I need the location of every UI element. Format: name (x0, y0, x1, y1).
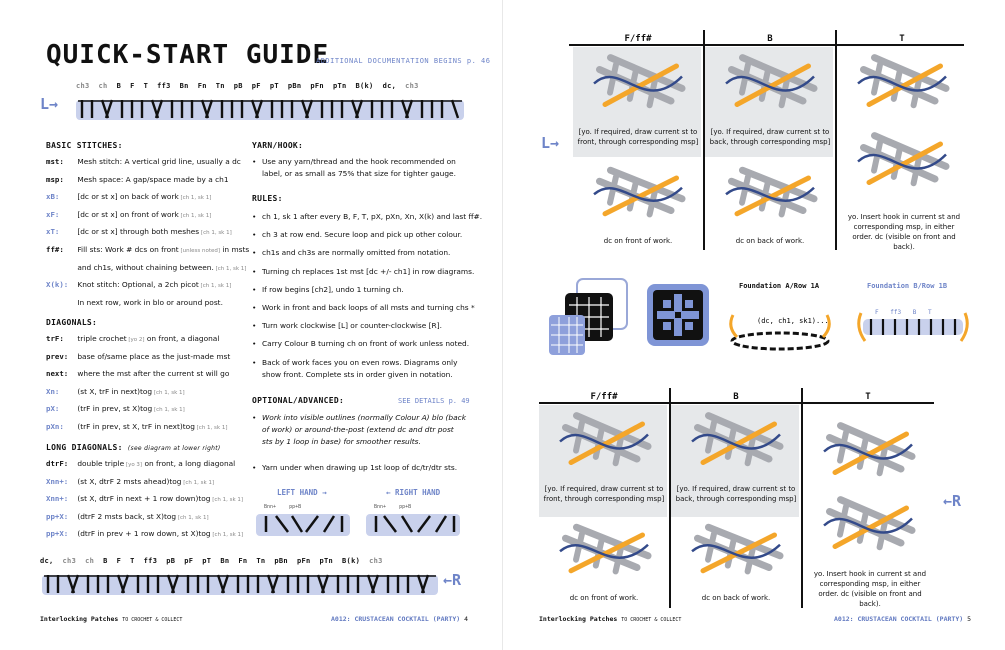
definition: and ch1s, without chaining between. (75, 262, 214, 272)
definition-row (46, 209, 211, 222)
definition-row (46, 174, 229, 185)
definition: (trF in prev, st X)tog (75, 404, 153, 414)
definition: triple crochet (75, 334, 127, 343)
strip-label: dc, (382, 82, 397, 90)
foundation-b-labels: F ff3 B T (875, 309, 932, 316)
note: [ch 1, sk 1] (178, 212, 212, 219)
optional-heading: OPTIONAL/ADVANCED: (252, 396, 345, 405)
definition-row (46, 156, 241, 167)
definition: In next row, work in blo or around post. (75, 297, 223, 307)
strip-label: ch3 (62, 557, 77, 565)
term: X(k): (46, 280, 69, 290)
stitch-illustration (594, 170, 682, 214)
stitch-illustration (824, 500, 912, 548)
right-arrow-left-tag: L→ (541, 134, 560, 152)
bot-caption-2: [yo. If required, draw current st to back, through corresponding msp] (675, 485, 797, 503)
definition: (st X, dtrF 2 msts ahead)tog (75, 476, 182, 486)
optional-bullet-1: • Work into visible outlines (normally Colour A) blo (back of work) or around-the-post (extend dc and dtr post sts by 1 loop in base) for smoother results. (262, 412, 466, 448)
term: pp+X: (46, 529, 69, 539)
strip-label: ff3 (157, 82, 171, 90)
term: pX: (46, 404, 60, 414)
rule-bullet: • Work in front and back loops of all msts and turning chs * (262, 302, 475, 314)
definition: [dc or st x] through both meshes (75, 227, 200, 237)
strip-label: pF (251, 82, 261, 90)
top-caption-1: [yo. If required, draw current st to front, through corresponding msp] (577, 128, 699, 146)
definition-row (46, 403, 185, 416)
strip-label: pB (233, 82, 243, 90)
stitch-illustration (560, 527, 648, 571)
stitch-illustration (560, 416, 648, 464)
definition: (dtrF 2 msts back, st X)tog (75, 511, 177, 521)
top-col-t: T (899, 34, 905, 44)
definition: (dtrF in prev + 1 row down, st X)tog (75, 529, 211, 539)
top-bottom-caption-3: yo. Insert hook in current st and corresponding msp, in either order. dc (visible on front and back). (847, 213, 961, 251)
term: trF: (46, 334, 64, 343)
bot-caption-1: [yo. If required, draw current st to front, through corresponding msp] (543, 485, 665, 503)
patch-stack-icon (547, 275, 637, 360)
definition-row (46, 386, 185, 399)
bot-b-diagram (681, 410, 791, 480)
strip-label: ch (98, 82, 108, 90)
strip-label: pT (269, 82, 279, 90)
bot-ffs-diagram-2 (549, 522, 659, 587)
definition-row (46, 458, 235, 471)
note: [yo 3] (124, 462, 143, 468)
bot-col-ffs: F/ff# (590, 392, 618, 402)
bot-t-diagram-2 (813, 494, 923, 564)
bot-t-diagram-1 (813, 420, 923, 490)
definition-row (46, 368, 229, 379)
definition: base of/same place as the just-made mst (75, 351, 231, 361)
term: Xn: (46, 386, 60, 396)
term: ff#: (46, 245, 64, 254)
definition: Mesh space: A gap/space made by a ch1 (75, 174, 229, 184)
strip-label: B (103, 557, 108, 565)
footer-title: A012: CRUSTACEAN COCKTAIL (PARTY) 4 (331, 615, 468, 623)
top-t-diagram-2 (847, 130, 957, 200)
definition-row (46, 511, 209, 524)
term: mst: (46, 157, 64, 166)
stitch-illustration (726, 58, 814, 106)
rule-bullet: • Turn work clockwise [L] or counter-clockwise [R]. (262, 320, 442, 332)
definition: where the mst after the current st will go (75, 369, 230, 379)
bottom-stitch-strip (40, 567, 440, 601)
strip-label: ff3 (143, 557, 158, 565)
yarn-heading: YARN/HOOK: (252, 141, 304, 150)
stitch-illustration (726, 170, 814, 214)
long-diag-heading: LONG DIAGONALS: (see diagram at lower right) (46, 443, 221, 452)
hand-labels-left: Bnn+ pp+B (264, 504, 302, 510)
rule-bullet: • If row begins [ch2], undo 1 turning ch. (262, 284, 404, 296)
term: msp: (46, 174, 64, 184)
definition-row (46, 333, 219, 346)
additional-doc-note: ADDITIONAL DOCUMENTATION BEGINS p. 46 (316, 57, 491, 65)
definition-row (46, 493, 243, 506)
rule-bullet: show front. Complete sts in order given in notation. (262, 369, 453, 379)
definition-row (46, 421, 228, 434)
top-ffs-diagram (583, 52, 693, 122)
footer-brand: Interlocking Patches TO CROCHET & COLLECT (40, 615, 183, 623)
top-b-diagram-2 (715, 165, 825, 230)
page-title: QUICK-START GUIDE (46, 40, 330, 70)
strip-label: F (130, 82, 135, 90)
svg-text:(dc, ch1, sk1)...: (dc, ch1, sk1)... (757, 317, 829, 325)
strip-label: pTn (332, 82, 347, 90)
arrow-right-tag: ←R (443, 571, 462, 589)
definition-row (46, 226, 232, 239)
strip-label: Tn (256, 557, 266, 565)
strip-label: pF (184, 557, 194, 565)
definition: double triple (75, 459, 125, 468)
foundation-b-diagram (853, 295, 973, 357)
definition: [dc or st x] on front of work (75, 209, 179, 219)
stitch-illustration (692, 416, 780, 464)
note: [ch 1, sk 1] (176, 514, 209, 521)
definition: Fill sts: Work # dcs on front (75, 245, 179, 254)
term: prev: (46, 351, 69, 361)
stitch-illustration (594, 58, 682, 106)
note: [unless noted] (178, 248, 221, 254)
definition: (trF in prev, st X, trF in next)tog (75, 422, 195, 431)
definition-row (46, 262, 246, 275)
bottom-strip-labels (40, 557, 392, 565)
basic-heading: BASIC STITCHES: (46, 141, 123, 150)
top-bottom-caption-2: dc on back of work. (735, 237, 805, 245)
note: [ch 1, sk 1] (213, 265, 247, 272)
rule-bullet: • Carry Colour B turning ch on front of work unless noted. (262, 338, 469, 350)
term: pXn: (46, 422, 64, 431)
stitch-illustration (858, 136, 946, 184)
bot-bottom-caption-1: dc on front of work. (569, 594, 639, 602)
note: [ch 1, sk 1] (199, 230, 232, 237)
top-col-b: B (767, 34, 773, 44)
strip-band (42, 575, 438, 595)
definition-cont: on front, a diagonal (144, 334, 220, 343)
definition-cont: on front, a long diagonal (142, 459, 236, 468)
term: xB: (46, 192, 60, 202)
strip-label: ch3 (405, 82, 419, 90)
footer-title-right: A012: CRUSTACEAN COCKTAIL (PARTY) 5 (834, 615, 971, 623)
definition: [dc or st x] on back of work (75, 192, 179, 202)
rule-bullet: • ch 1, sk 1 after every B, F, T, pX, pXn, Xn, X(k) and last ff#. (262, 211, 482, 223)
foundation-a-diagram (725, 295, 835, 357)
bot-b-diagram-2 (681, 522, 791, 587)
definition: Knot stitch: Optional, a 2ch picot (75, 280, 199, 290)
strip-label: F (116, 557, 122, 565)
left-page (0, 0, 502, 650)
top-strip-labels (76, 82, 428, 90)
strip-label: pFn (296, 557, 311, 565)
note: [ch 1, sk 1] (181, 479, 215, 486)
definition-row (46, 476, 214, 489)
strip-label: T (130, 557, 135, 565)
footer-brand-right: Interlocking Patches TO CROCHET & COLLECT (539, 615, 682, 623)
foundation-b-title: Foundation B/Row 1B (867, 282, 948, 290)
strip-label: Fn (197, 82, 207, 90)
left-hand-label: LEFT HAND → (277, 488, 327, 497)
strip-label: pB (166, 557, 176, 565)
strip-label: ch (85, 557, 95, 565)
bot-ffs-diagram (549, 410, 659, 480)
strip-label: pTn (319, 557, 334, 565)
arrow-left-tag: L→ (40, 95, 59, 113)
definition-cont: in msts (220, 245, 250, 254)
strip-label: ch3 (369, 557, 383, 565)
strip-label: B (116, 82, 122, 90)
strip-label: Fn (238, 557, 248, 565)
definition-row (46, 528, 243, 541)
top-ffs-diagram-2 (583, 165, 693, 230)
definition-row (46, 297, 223, 308)
strip-label: dc, (40, 557, 54, 565)
top-stitch-strip (74, 92, 466, 126)
note: [ch 1, sk 1] (210, 532, 244, 539)
top-caption-2: [yo. If required, draw current st to back, through corresponding msp] (709, 128, 831, 146)
term: dtrF: (46, 459, 69, 468)
bot-bottom-caption-3: yo. Insert hook in current st and corresponding msp, in either order. dc (visible on front and back). (813, 570, 927, 608)
strip-label: pBn (274, 557, 288, 565)
stitch-illustration (824, 426, 912, 474)
strip-label: pBn (287, 82, 302, 90)
patch-pattern-icon (643, 280, 713, 350)
bot-col-b: B (733, 392, 739, 402)
definition-row (46, 191, 211, 204)
term: pp+X: (46, 511, 69, 521)
term: Xnn+: (46, 494, 69, 504)
rules-heading: RULES: (252, 194, 283, 203)
strip-label: Tn (215, 82, 225, 90)
bot-bottom-caption-2: dc on back of work. (701, 594, 771, 602)
note: [ch 1, sk 1] (152, 389, 185, 396)
optional-bullet-2: • Yarn under when drawing up 1st loop of dc/tr/dtr sts. (262, 462, 457, 474)
strip-label: ch3 (76, 82, 90, 90)
left-hand-diagram (254, 510, 354, 540)
bot-col-t: T (865, 392, 871, 402)
note: [ch 1, sk 1] (210, 497, 244, 504)
top-b-diagram (715, 52, 825, 122)
yarn-bullet-1: • Use any yarn/thread and the hook recommended on label, or as small as 75% that size for tighter gauge. (262, 156, 456, 180)
note: [yo 2] (126, 337, 145, 343)
term: Xnn+: (46, 476, 69, 486)
rule-bullet: • ch 3 at row end. Secure loop and pick up other colour. (262, 229, 462, 241)
hand-labels-right: Bnn+ pp+B (374, 504, 412, 510)
foundation-a-title: Foundation A/Row 1A (739, 282, 820, 290)
diagonals-heading: DIAGONALS: (46, 318, 98, 327)
strip-label: Bn (220, 557, 230, 565)
definition: Mesh stitch: A vertical grid line, usually a dc (75, 157, 241, 166)
rule-bullet: • Back of work faces you on even rows. Diagrams only (262, 357, 457, 369)
right-arrow-right-tag: ←R (943, 492, 962, 510)
definition-row (46, 244, 249, 257)
note: [ch 1, sk 1] (152, 407, 185, 414)
right-hand-diagram (364, 510, 464, 540)
term: xF: (46, 209, 60, 219)
definition: (st X, dtrF in next + 1 row down)tog (75, 494, 211, 504)
strip-label: pFn (310, 82, 324, 90)
rule-bullet: • ch1s and ch3s are normally omitted from notation. (262, 247, 450, 259)
note: [ch 1, sk 1] (198, 283, 232, 290)
strip-label: T (143, 82, 149, 90)
definition-row (46, 279, 231, 292)
see-details: SEE DETAILS p. 49 (398, 397, 470, 405)
note: [ch 1, sk 1] (178, 195, 212, 202)
stitch-illustration (692, 527, 780, 571)
top-bottom-caption-1: dc on front of work. (603, 237, 673, 245)
right-page (503, 0, 1005, 650)
term: xT: (46, 227, 60, 237)
top-col-ffs: F/ff# (624, 34, 652, 44)
right-hand-label: ← RIGHT HAND (386, 488, 441, 497)
rule-bullet: • Turning ch replaces 1st mst [dc +/- ch1] in row diagrams. (262, 266, 474, 278)
strip-label: B(k) (355, 82, 374, 90)
strip-label: Bn (179, 82, 189, 90)
term: next: (46, 369, 69, 379)
definition: (st X, trF in next)tog (75, 386, 153, 396)
note: [ch 1, sk 1] (194, 425, 228, 431)
stitch-illustration (858, 58, 946, 106)
definition-row (46, 351, 230, 362)
top-t-diagram-1 (847, 52, 957, 122)
strip-label: B(k) (342, 557, 361, 565)
strip-label: pT (202, 557, 212, 565)
